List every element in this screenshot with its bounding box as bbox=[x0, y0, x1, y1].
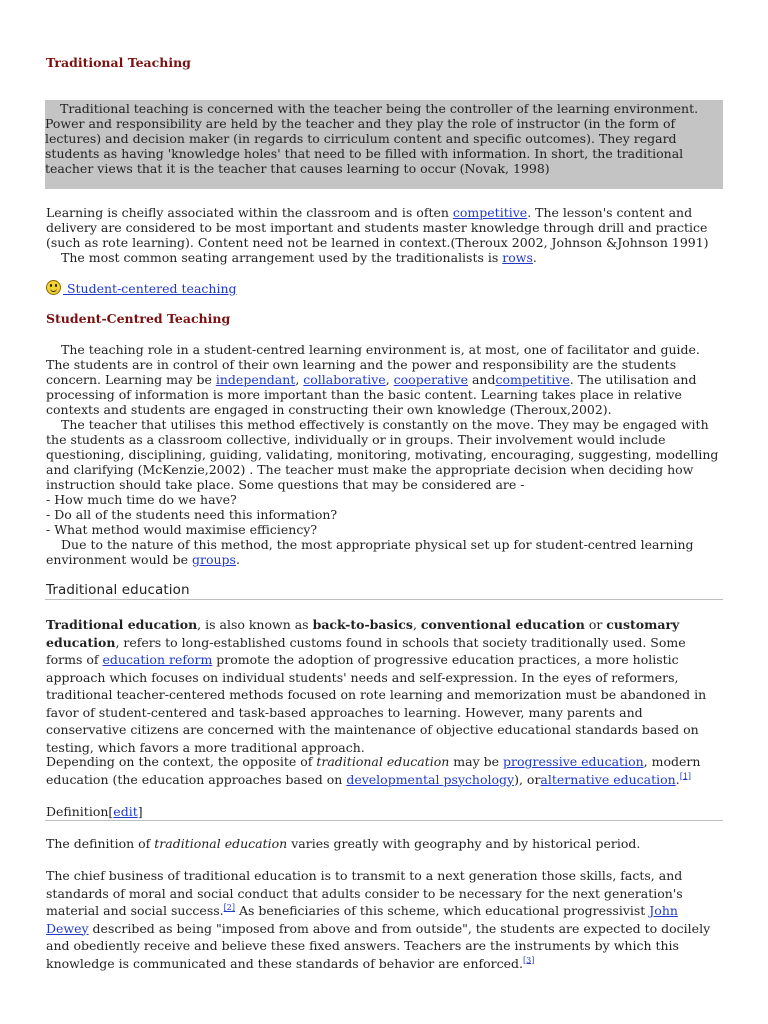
box-paragraph: Traditional teaching is concerned with the teacher being the controller of the learning environment. Power and responsibility are held by the teacher and they play the role of instructor (in the form of lectures) and decision maker (in regards to cirriculum content and specific outcomes). They regard students as having 'knowledge holes' that need to be filled with information. In short, the traditional teacher views that it is the teacher that causes learning to occur (Novak, 1998) bbox=[45, 101, 699, 176]
wiki-paragraph-4: The chief business of traditional education is to transmit to a next generation those skills, facts, and standards of moral and social conduct that adults consider to be necessary for the next generation's material and social success.[2] As beneficiaries of this scheme, which educational progressivist John Dewey described as being "imposed from above and from outside", the students are expected to docilely and obediently receive and believe these fixed answers. Teachers are the instruments by which this knowledge is communicated and these standards of behavior are enforced.[3] bbox=[46, 868, 711, 971]
developmental-psychology-link[interactable]: developmental psychology bbox=[346, 771, 515, 787]
education-reform-link[interactable]: education reform bbox=[102, 652, 213, 667]
question-1: - How much time do we have? bbox=[46, 492, 237, 507]
john-dewey-link[interactable]: John Dewey bbox=[46, 903, 678, 936]
student-centred-body: The teaching role in a student-centred learning environment is, at most, one of facilitator and guide. The students are in control of their own learning and the power and responsibility are the students concern. Learning may be independant, collaborative, cooperative andcompetitive. The utilisation and processing of information is more important than the basic content. Learning takes place in relative contexts and students are engaged in constructing their own knowledge (Theroux,2002). The teacher that utilises this method effectively is constantly on the move. They may be engaged with the students as a classroom collective, individually or in groups. Their involvement would include questioning, disciplining, guiding, validating, monitoring, motivating, encouraging, suggesting, modelling and clarifying (McKenzie,2002) . The teacher must make the appropriate decision when deciding how instruction should take place. Some questions that may be considered are - - How much time do we have? - Do all of the students need this information? - What method would maximise efficiency? Due to the nature of this method, the most appropriate physical set up for student-centred learning environment would be groups. bbox=[46, 342, 719, 567]
alternative-education-link[interactable]: alternative education bbox=[540, 771, 676, 787]
wiki-paragraph-2: Depending on the context, the opposite of traditional education may be progressive education, modern education (the education approaches based on developmental psychology), oralternative education.[1] bbox=[46, 754, 701, 787]
collaborative-link[interactable]: collaborative bbox=[303, 372, 386, 387]
question-2: - Do all of the students need this information? bbox=[46, 507, 338, 522]
competitive-link[interactable]: competitive bbox=[452, 205, 528, 220]
section-title-traditional-education: Traditional education bbox=[46, 582, 190, 598]
question-3: - What method would maximise efficiency? bbox=[46, 522, 318, 537]
definition-heading: Definition[edit] bbox=[46, 804, 143, 819]
independant-link[interactable]: independant bbox=[215, 372, 296, 387]
cooperative-link[interactable]: cooperative bbox=[393, 372, 468, 387]
wiki-paragraph-1: Traditional education, is also known as back-to-basics, conventional education or customary education, refers to long-established customs found in schools that society traditionally used. Some forms of education reform promote the adoption of progressive education practices, a more holistic approach which focuses on individual students' needs and self-expression. In the eyes of reformers, traditional teacher-centered methods focused on rote learning and memorization must be abandoned in favor of student-centered and task-based approaches to learning. However, many parents and conservative citizens are concerned with the maintenance of objective educational standards based on testing, which favors a more traditional approach. bbox=[46, 617, 707, 755]
traditional-paragraph: Learning is cheifly associated within the classroom and is often competitive. The lesson's content and delivery are considered to be most important and students master knowledge through drill and practice (such as rote learning). Content need not be learned in context.(Theroux 2002, Johnson &Johnson 1991) The most common seating arrangement used by the traditionalists is rows. bbox=[46, 205, 709, 265]
section-divider bbox=[45, 599, 723, 600]
rows-link[interactable]: rows bbox=[502, 250, 533, 265]
student-centred-heading: Student-Centred Teaching bbox=[46, 311, 231, 326]
competitive-link-2[interactable]: competitive bbox=[495, 372, 570, 387]
ref-3-link[interactable]: [3] bbox=[523, 955, 535, 965]
ref-2-link[interactable]: [2] bbox=[223, 902, 235, 912]
wiki-paragraph-3: The definition of traditional education varies greatly with geography and by historical period. bbox=[46, 836, 641, 851]
groups-link[interactable]: groups bbox=[191, 552, 236, 567]
student-centered-nav bbox=[46, 280, 724, 296]
smiley-icon bbox=[46, 280, 61, 295]
ref-1-link[interactable]: [1] bbox=[679, 771, 692, 781]
highlight-box bbox=[45, 100, 723, 189]
definition-divider bbox=[45, 820, 723, 821]
edit-link[interactable]: edit bbox=[113, 804, 138, 819]
student-centered-link[interactable]: Student-centered teaching bbox=[63, 281, 237, 296]
progressive-education-link[interactable]: progressive education bbox=[503, 754, 644, 769]
traditional-teaching-heading: Traditional Teaching bbox=[46, 55, 191, 70]
